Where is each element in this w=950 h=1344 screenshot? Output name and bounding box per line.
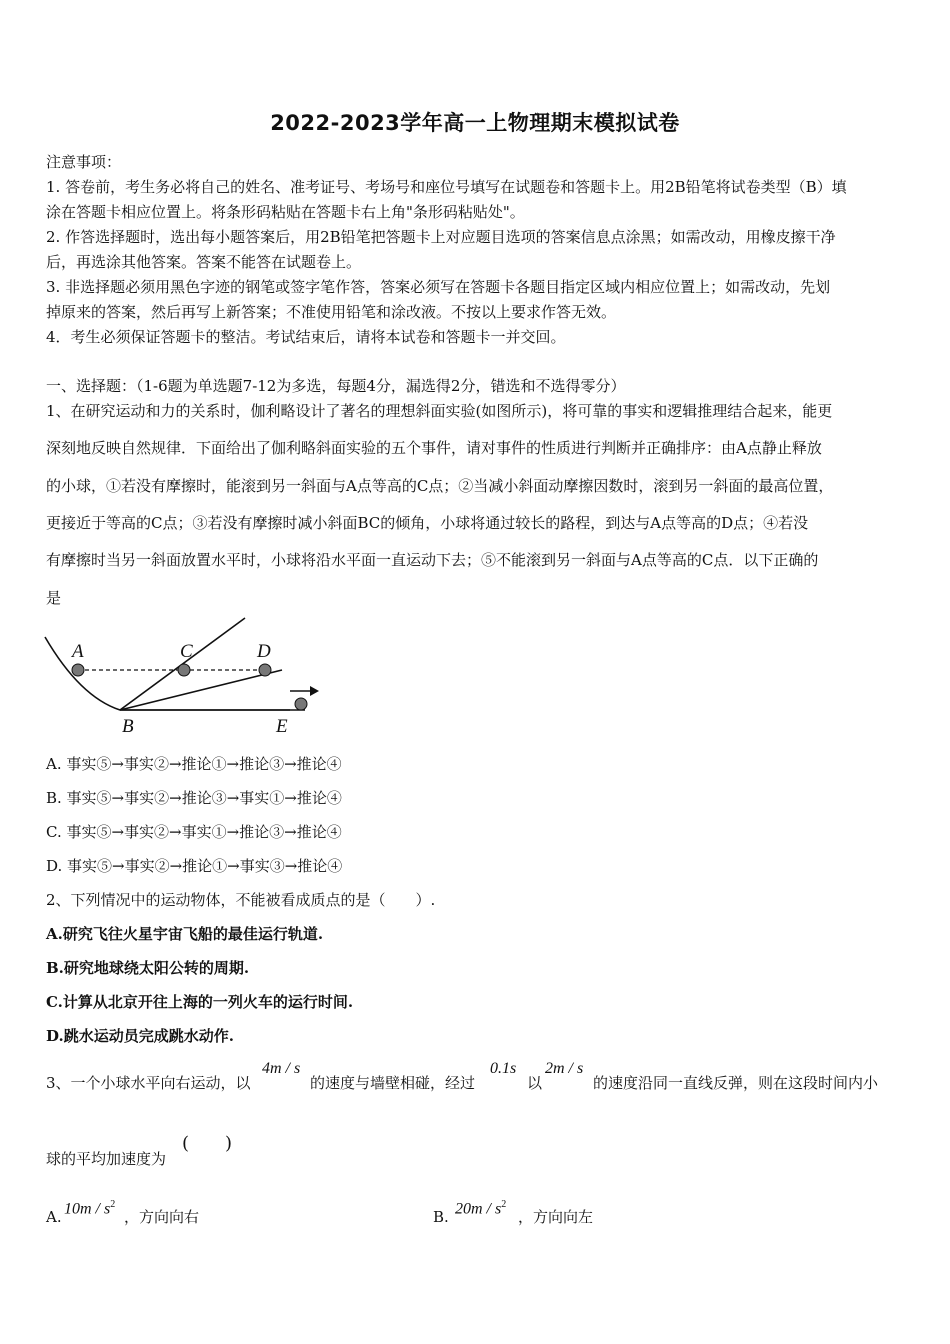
ball-e — [295, 698, 307, 710]
question-1-line: 是 — [46, 589, 62, 607]
question-1-line: 1、在研究运动和力的关系时，伽利略设计了著名的理想斜面实验(如图所示)，将可靠的事实和逻辑推理结合起来，能更 — [46, 402, 833, 420]
question-2-stem: 2、下列情况中的运动物体，不能被看成质点的是（ ）. — [46, 891, 436, 909]
notice-line: 涂在答题卡相应位置上。将条形码粘贴在答题卡右上角"条形码粘贴处"。 — [46, 203, 525, 221]
notice-heading: 注意事项： — [46, 153, 122, 171]
time-interval: 0.1s — [490, 1060, 517, 1077]
question-2-option[interactable]: A.研究飞往火星宇宙飞船的最佳运行轨道. — [46, 925, 324, 943]
question-3-stem: 球的平均加速度为 — [46, 1150, 167, 1168]
question-1-option[interactable]: C. 事实⑤→事实②→事实①→推论③→推论④ — [46, 823, 342, 841]
ball-d — [259, 664, 271, 676]
incline-experiment-figure — [40, 612, 330, 742]
velocity-initial: 4m / s — [262, 1060, 301, 1077]
question-3-option-a-label[interactable]: A. — [46, 1208, 62, 1226]
question-1-option[interactable]: B. 事实⑤→事实②→推论③→事实①→推论④ — [46, 789, 342, 807]
label-a: A — [72, 641, 84, 662]
question-2-option[interactable]: D.跳水运动员完成跳水动作. — [46, 1027, 234, 1045]
notice-line: 2. 作答选择题时，选出每小题答案后，用2B铅笔把答题卡上对应题目选项的答案信息点涂黑；如需改动，用橡皮擦干净 — [46, 228, 836, 246]
velocity-final: 2m / s — [545, 1060, 584, 1077]
question-3-stem: 的速度沿同一直线反弹，则在这段时间内小 — [593, 1074, 879, 1092]
ball-a — [72, 664, 84, 676]
shallow-incline — [120, 670, 282, 710]
question-3-option-a-value: $10m / s^2$ — [64, 1199, 116, 1218]
question-3-option-b-text[interactable]: ，方向向左 — [518, 1208, 594, 1226]
answer-paren: ( ) — [182, 1133, 233, 1154]
notice-line: 3. 非选择题必须用黑色字迹的钢笔或签字笔作答，答案必须写在答题卡各题目指定区域内相应位置上；如需改动，先划 — [46, 278, 831, 296]
notice-line: 1. 答卷前，考生务必将自己的姓名、准考证号、考场号和座位号填写在试题卷和答题卡上。用2B铅笔将试卷类型（B）填 — [46, 178, 847, 196]
question-3-option-a-text[interactable]: ，方向向右 — [124, 1208, 200, 1226]
question-1-option[interactable]: A. 事实⑤→事实②→推论①→推论③→推论④ — [46, 755, 342, 773]
ball-c — [178, 664, 190, 676]
question-3-option-b-value: $20m / s^2$ — [455, 1199, 507, 1218]
question-1-option[interactable]: D. 事实⑤→事实②→推论①→事实③→推论④ — [46, 857, 343, 875]
notice-line: 4．考生必须保证答题卡的整洁。考试结束后，请将本试卷和答题卡一并交回。 — [46, 328, 566, 346]
question-3-stem: 的速度与墙壁相碰，经过 — [310, 1074, 476, 1092]
label-e: E — [276, 716, 288, 737]
question-1-line: 深刻地反映自然规律．下面给出了伽利略斜面实验的五个事件，请对事件的性质进行判断并正确排序：由A点静止释放 — [46, 439, 822, 457]
question-2-option[interactable]: B.研究地球绕太阳公转的周期. — [46, 959, 250, 977]
arrow-head-icon — [310, 686, 319, 696]
question-1-line: 有摩擦时当另一斜面放置水平时，小球将沿水平面一直运动下去；⑤不能滚到另一斜面与A点等高的C点．以下正确的 — [46, 551, 819, 569]
label-b: B — [122, 716, 134, 737]
label-c: C — [180, 641, 193, 662]
notice-line: 掉原来的答案，然后再写上新答案；不准使用铅笔和涂改液。不按以上要求作答无效。 — [46, 303, 617, 321]
section-heading: 一、选择题：（1-6题为单选题7-12为多选，每题4分，漏选得2分，错选和不选得零分） — [46, 377, 626, 395]
question-1-line: 更接近于等高的C点；③若没有摩擦时减小斜面BC的倾角，小球将通过较长的路程，到达与A点等高的D点；④若没 — [46, 514, 809, 532]
notice-line: 后，再选涂其他答案。答案不能答在试题卷上。 — [46, 253, 362, 271]
question-3-stem: 3、一个小球水平向右运动，以 — [46, 1074, 251, 1092]
question-2-option[interactable]: C.计算从北京开往上海的一列火车的运行时间. — [46, 993, 354, 1011]
label-d: D — [257, 641, 271, 662]
question-3-option-b-label[interactable]: B. — [433, 1208, 449, 1226]
question-3-stem: 以 — [527, 1074, 543, 1092]
question-1-line: 的小球，①若没有摩擦时，能滚到另一斜面与A点等高的C点；②当减小斜面动摩擦因数时，滚到另一斜面的最高位置， — [46, 477, 834, 495]
page-title: 2022-2023学年高一上物理期末模拟试卷 — [270, 111, 680, 135]
